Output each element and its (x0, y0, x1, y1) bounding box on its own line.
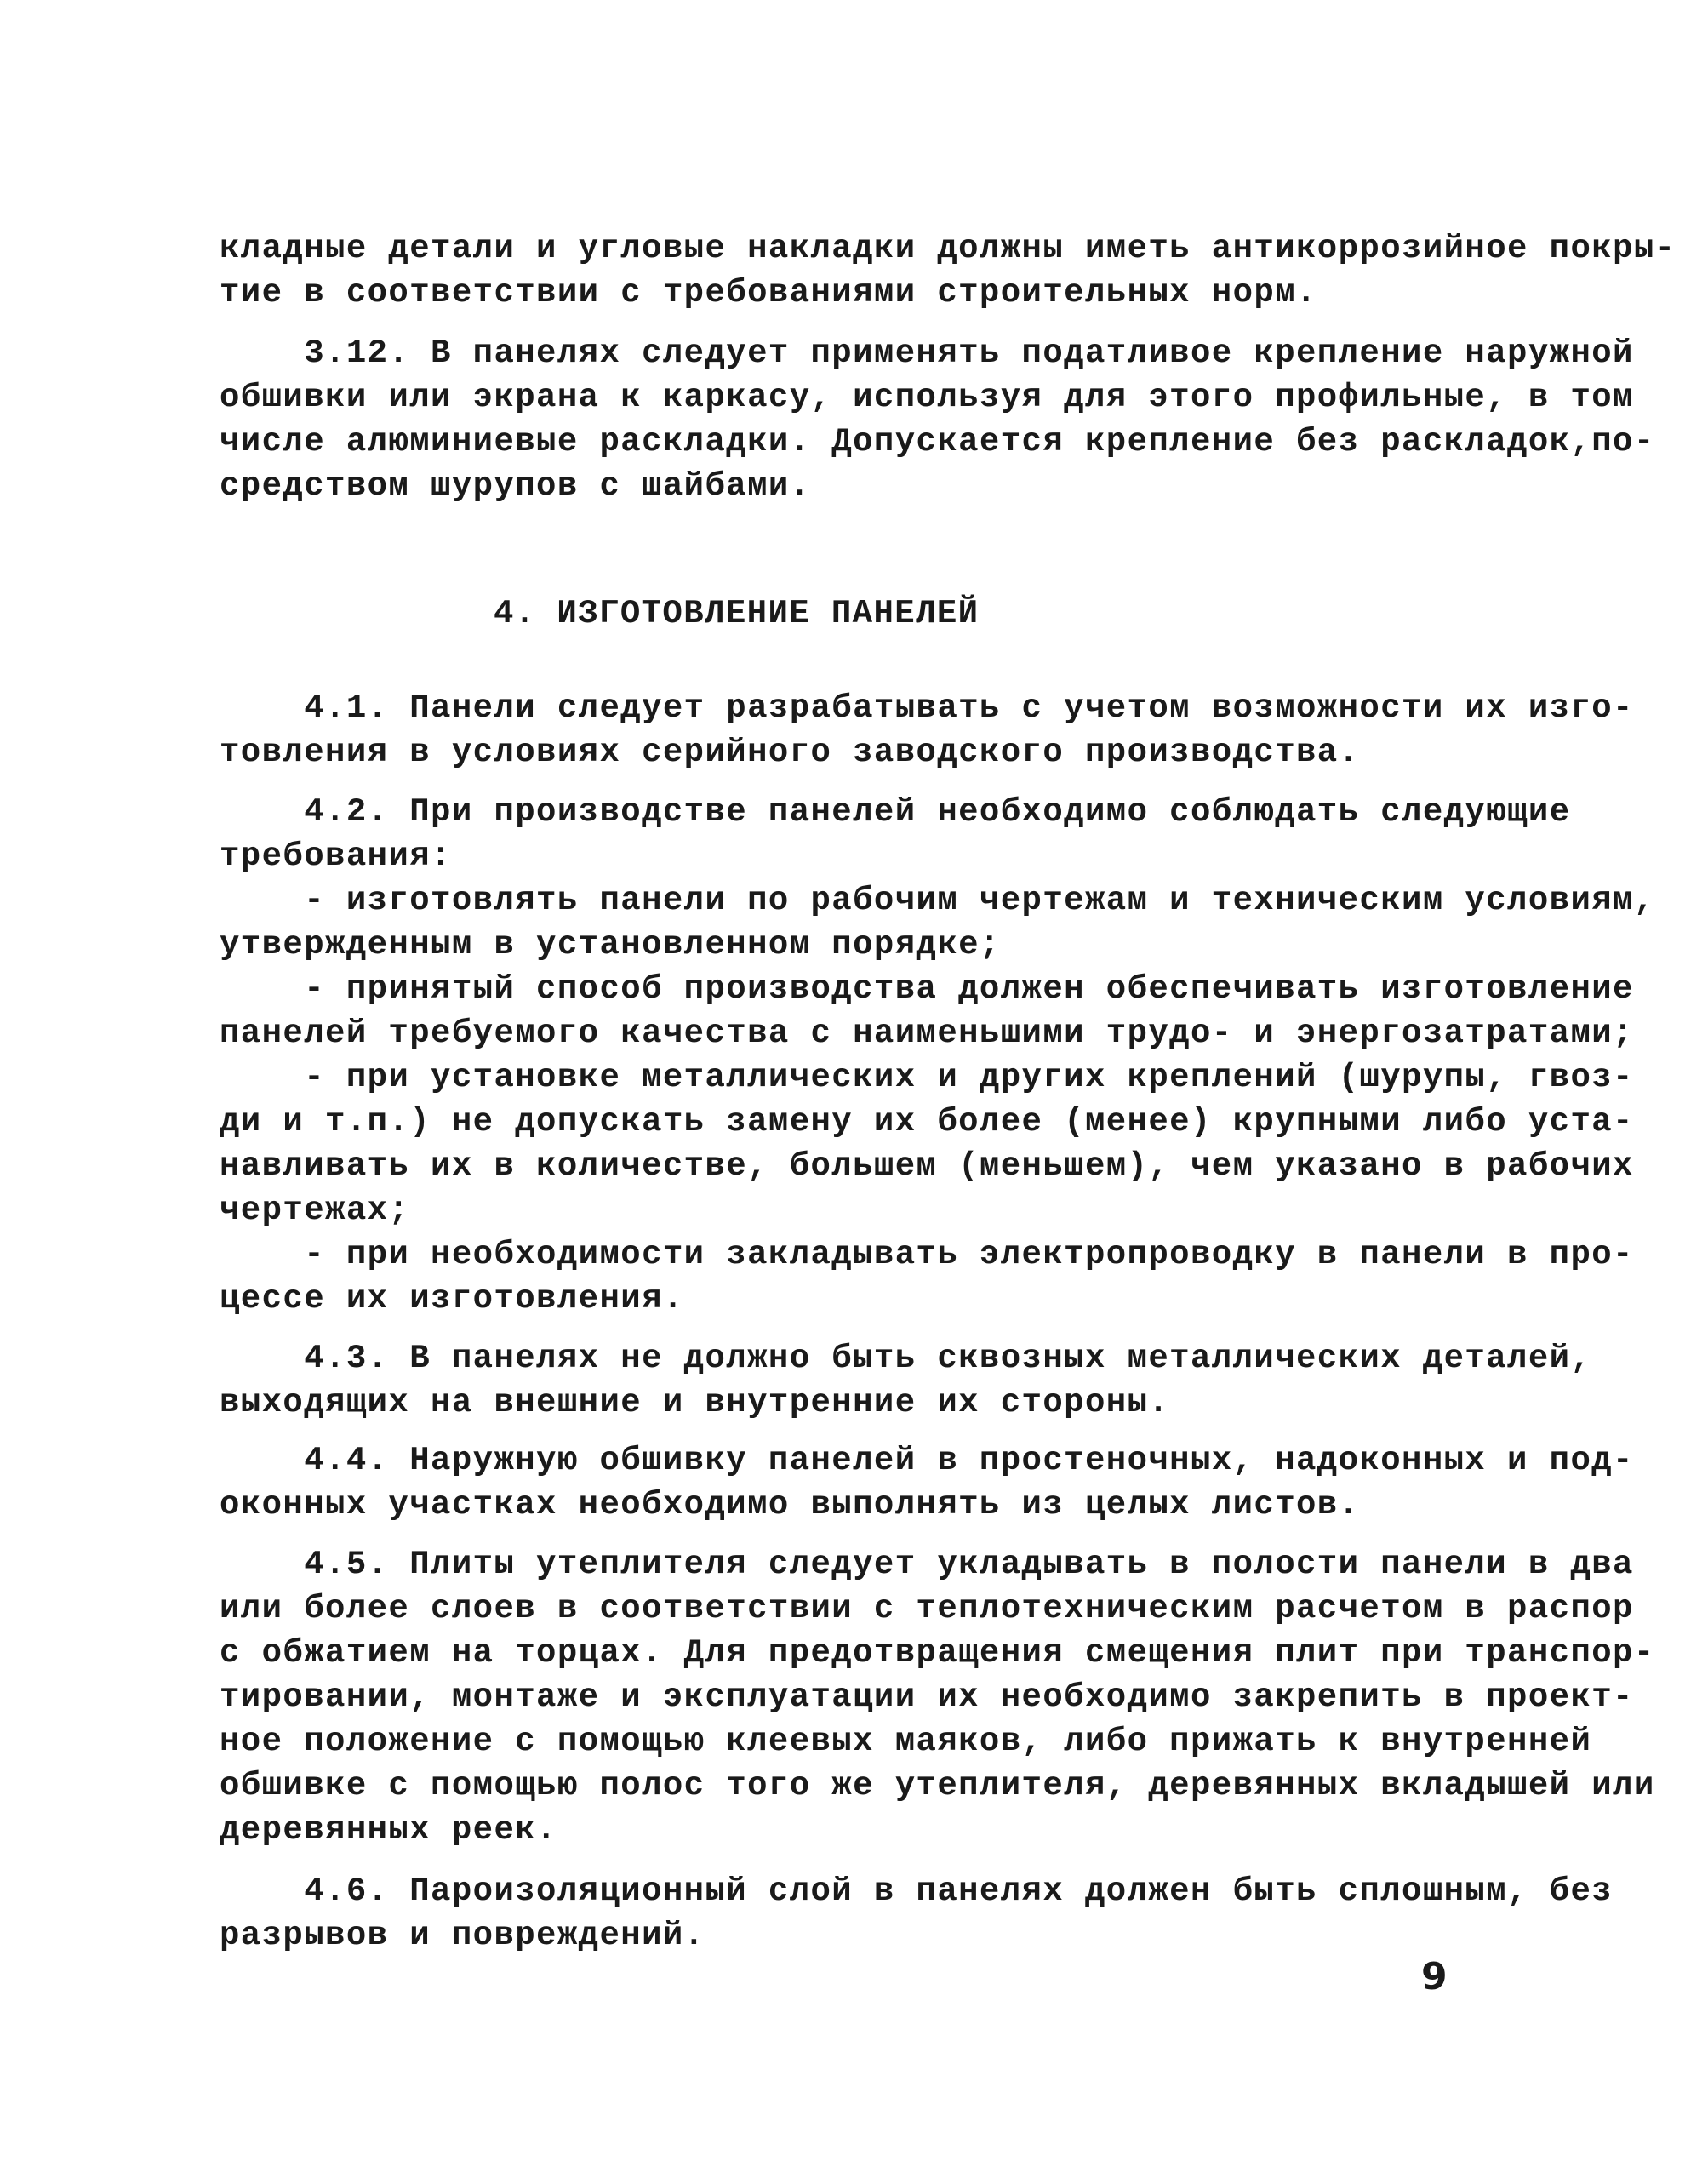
page-number: 9 (1421, 1955, 1448, 1998)
text-line: навливать их в количестве, большем (меньшем), чем указано в рабочих (220, 1147, 1634, 1185)
text-line: 4.3. В панелях не должно быть сквозных металлических деталей, (220, 1340, 1592, 1377)
text-line: 4.1. Панели следует разрабатывать с учетом возможности их изго- (220, 689, 1634, 727)
text-line: - при необходимости закладывать электропроводку в панели в про- (220, 1236, 1634, 1273)
text-line: средством шурупов с шайбами. (220, 467, 811, 505)
text-line: обшивки или экрана к каркасу, используя для этого профильные, в том (220, 379, 1634, 416)
text-line: выходящих на внешние и внутренние их стороны. (220, 1384, 1170, 1421)
text-line: 4.2. При производстве панелей необходимо соблюдать следующие (220, 793, 1571, 831)
text-line: - принятый способ производства должен обеспечивать изготовление (220, 970, 1634, 1008)
text-line: тие в соответствии с требованиями строительных норм. (220, 274, 1317, 312)
text-line: - изготовлять панели по рабочим чертежам и техническим условиям, (220, 882, 1655, 919)
text-line: или более слоев в соответствии с теплотехническим расчетом в распор (220, 1590, 1634, 1627)
text-line: - при установке металлических и других креплений (шурупы, гвоз- (220, 1059, 1634, 1096)
text-line: 4.5. Плиты утеплителя следует укладывать в полости панели в два (220, 1546, 1634, 1583)
text-line: с обжатием на торцах. Для предотвращения смещения плит при транспор- (220, 1634, 1655, 1672)
text-line: ди и т.п.) не допускать замену их более (менее) крупными либо уста- (220, 1103, 1634, 1141)
text-line: тировании, монтаже и эксплуатации их необходимо закрепить в проект- (220, 1678, 1634, 1716)
text-line: 4.6. Пароизоляционный слой в панелях должен быть сплошным, без (220, 1872, 1614, 1910)
text-line: панелей требуемого качества с наименьшими трудо- и энергозатратами; (220, 1015, 1634, 1052)
text-line: ное положение с помощью клеевых маяков, либо прижать к внутренней (220, 1723, 1592, 1760)
text-line: 3.12. В панелях следует применять податливое крепление наружной (220, 334, 1634, 372)
text-line: товления в условиях серийного заводского производства. (220, 734, 1360, 771)
text-line: цессе их изготовления. (220, 1280, 684, 1318)
text-line: деревянных реек. (220, 1811, 557, 1849)
section-heading: 4. ИЗГОТОВЛЕНИЕ ПАНЕЛЕЙ (494, 595, 980, 632)
text-line: оконных участках необходимо выполнять из целых листов. (220, 1486, 1360, 1524)
text-line: кладные детали и угловые накладки должны иметь антикоррозийное покры- (220, 230, 1677, 267)
text-line: утвержденным в установленном порядке; (220, 926, 1001, 963)
text-line: разрывов и повреждений. (220, 1917, 705, 1954)
text-line: чертежах; (220, 1192, 410, 1229)
text-line: требования: (220, 838, 452, 875)
text-line: обшивке с помощью полос того же утеплителя, деревянных вкладышей или (220, 1767, 1655, 1804)
text-line: 4.4. Наружную обшивку панелей в простеночных, надоконных и под- (220, 1442, 1634, 1479)
text-line: числе алюминиевые раскладки. Допускается крепление без раскладок,по- (220, 423, 1655, 460)
